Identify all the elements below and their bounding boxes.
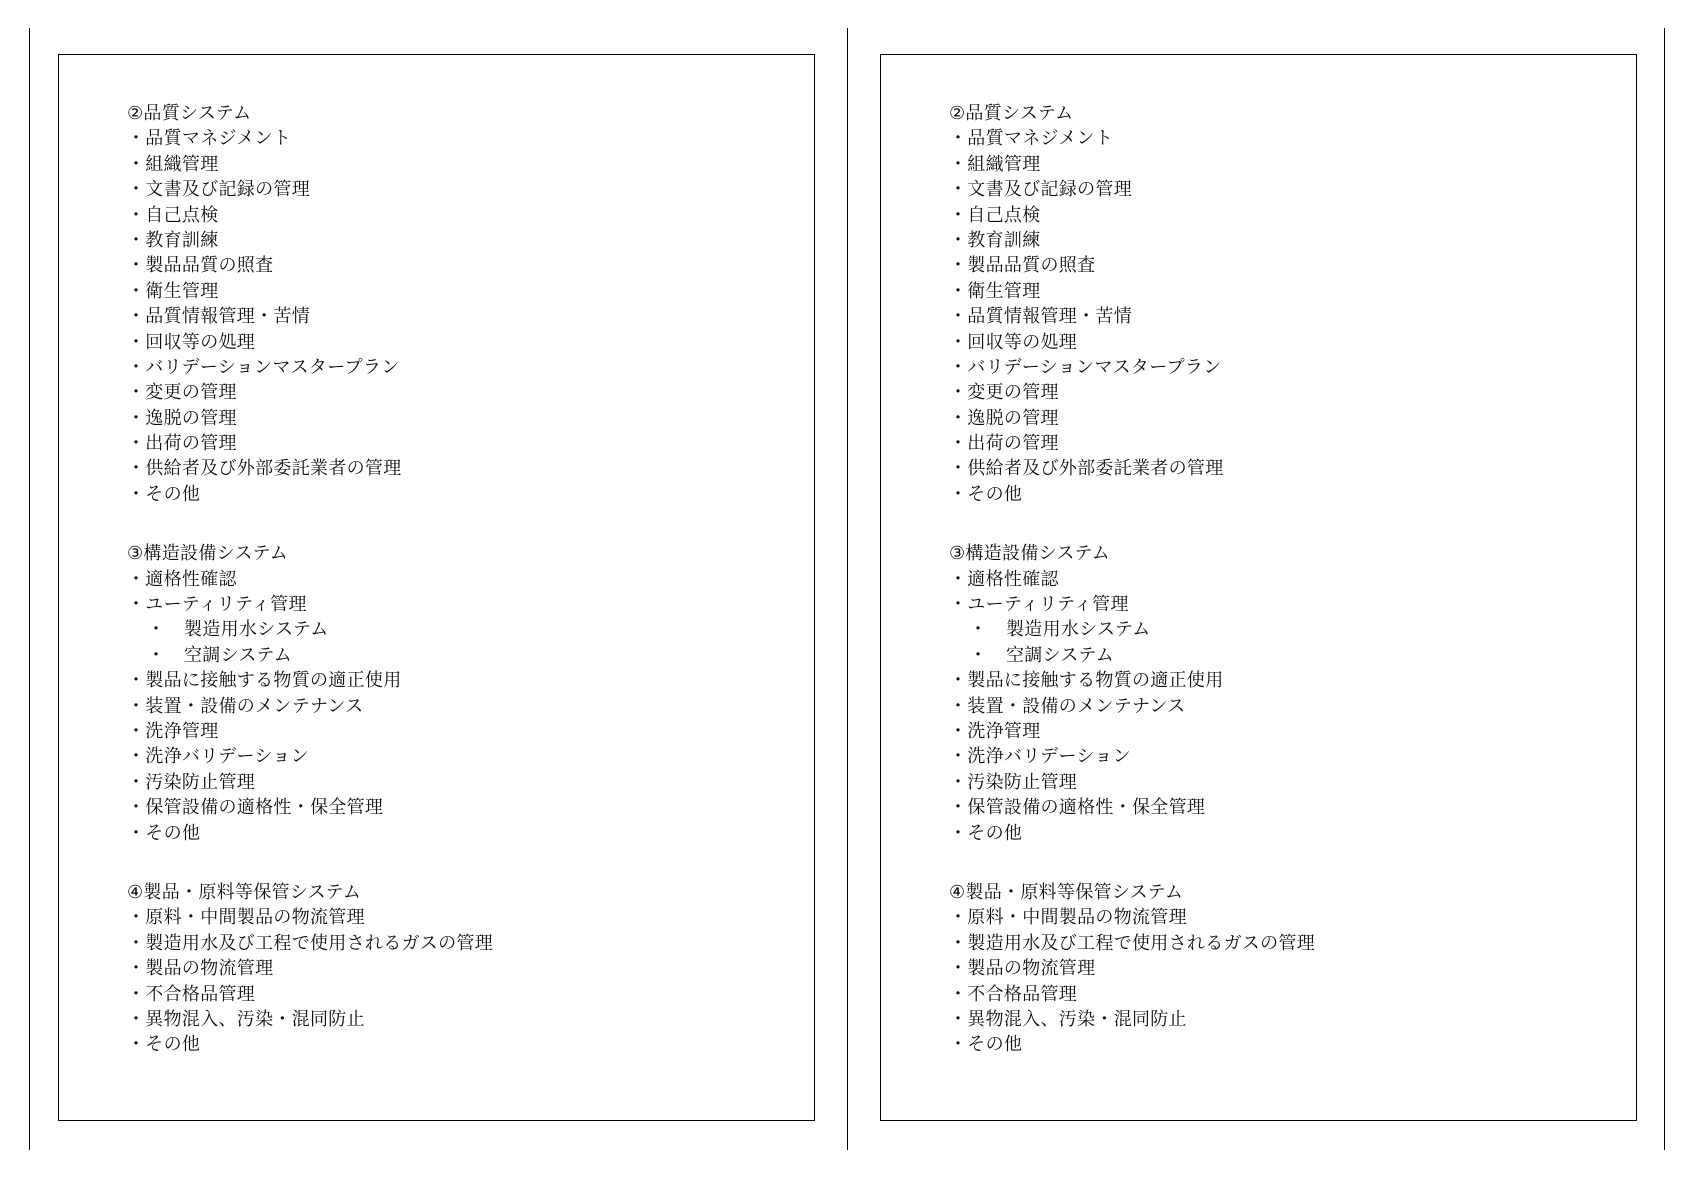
section xyxy=(949,880,1629,1058)
list-item: ・装置・設備のメンテナンス xyxy=(949,695,1186,717)
list-item: ・原料・中間製品の物流管理 xyxy=(127,907,365,929)
list-item: ・文書及び記録の管理 xyxy=(127,179,310,201)
list-item: ・その他 xyxy=(127,822,201,844)
list-item: ・回収等の処理 xyxy=(127,331,256,353)
list-item: ・教育訓練 xyxy=(127,229,219,251)
section-heading: ③構造設備システム xyxy=(949,543,1111,565)
list-item: ・バリデーションマスタープラン xyxy=(127,356,400,378)
section-heading: ②品質システム xyxy=(949,103,1074,124)
document-page-right xyxy=(880,54,1637,1121)
list-item: ・製品品質の照査 xyxy=(949,255,1096,277)
bullet-icon: ・ xyxy=(969,619,988,641)
list-item: ・自己点検 xyxy=(949,204,1041,226)
list-item: ・供給者及び外部委託業者の管理 xyxy=(127,458,402,480)
list-item: ・組織管理 xyxy=(127,153,219,175)
section-heading: ④製品・原料等保管システム xyxy=(127,881,362,903)
list-item: ・品質マネジメント xyxy=(949,128,1114,150)
sub-list-item xyxy=(127,617,807,642)
spread-gutter-line xyxy=(847,28,848,1150)
section-heading: ③構造設備システム xyxy=(127,543,289,565)
list-item: ・出荷の管理 xyxy=(949,433,1059,455)
list-item: ・品質マネジメント xyxy=(127,128,292,150)
list-item: ・その他 xyxy=(949,1034,1023,1056)
list-item: ・品質情報管理・苦情 xyxy=(949,306,1132,328)
list-item: ・その他 xyxy=(127,483,201,505)
list-item: ・製品に接触する物質の適正使用 xyxy=(949,670,1224,692)
list-item: ・製品品質の照査 xyxy=(127,255,274,277)
bullet-icon: ・ xyxy=(969,644,988,666)
list-item: ・汚染防止管理 xyxy=(949,771,1078,793)
list-item: ・装置・設備のメンテナンス xyxy=(127,695,364,717)
list-item: ・洗浄バリデーション xyxy=(949,746,1131,768)
document-page-left xyxy=(58,54,815,1121)
list-item: ・異物混入、汚染・混同防止 xyxy=(127,1008,365,1030)
list-item: ・洗浄管理 xyxy=(127,720,219,742)
section xyxy=(949,541,1629,846)
list-item: ・逸脱の管理 xyxy=(949,407,1059,429)
list-item: ・洗浄バリデーション xyxy=(127,746,309,768)
list-item: ・不合格品管理 xyxy=(949,983,1078,1005)
list-item: ・製品の物流管理 xyxy=(127,958,274,980)
list-item: ・ユーティリティ管理 xyxy=(127,594,307,616)
list-item: ・教育訓練 xyxy=(949,229,1041,251)
list-item: ・適格性確認 xyxy=(949,568,1059,590)
section xyxy=(949,101,1629,507)
spread-edge-line-left xyxy=(29,28,30,1150)
list-item: ・異物混入、汚染・混同防止 xyxy=(949,1008,1187,1030)
list-item: ・製造用水及び工程で使用されるガスの管理 xyxy=(127,932,493,954)
list-item: ・文書及び記録の管理 xyxy=(949,179,1132,201)
list-item: ・製品の物流管理 xyxy=(949,958,1096,980)
list-item: ・その他 xyxy=(949,483,1023,505)
list-item: ・不合格品管理 xyxy=(127,983,256,1005)
list-item: ・保管設備の適格性・保全管理 xyxy=(127,797,384,819)
section-heading: ②品質システム xyxy=(127,103,252,124)
bullet-icon: ・ xyxy=(147,644,166,666)
spread-edge-line-right xyxy=(1664,28,1665,1150)
list-item: ・その他 xyxy=(127,1034,201,1056)
list-item: ・バリデーションマスタープラン xyxy=(949,356,1222,378)
list-item: ・変更の管理 xyxy=(127,382,237,404)
list-item: ・原料・中間製品の物流管理 xyxy=(949,907,1187,929)
page-content xyxy=(949,101,1629,1092)
list-item: ・汚染防止管理 xyxy=(127,771,256,793)
page-content xyxy=(127,101,807,1092)
list-item: ・回収等の処理 xyxy=(949,331,1078,353)
list-item: ・その他 xyxy=(949,822,1023,844)
sub-list-item-text: 製造用水システム xyxy=(1006,619,1151,641)
list-item: ・製品に接触する物質の適正使用 xyxy=(127,670,402,692)
sub-list-item-text: 空調システム xyxy=(184,644,292,666)
list-item: ・製造用水及び工程で使用されるガスの管理 xyxy=(949,932,1315,954)
section xyxy=(127,541,807,846)
list-item: ・逸脱の管理 xyxy=(127,407,237,429)
section xyxy=(127,880,807,1058)
list-item: ・自己点検 xyxy=(127,204,219,226)
list-item: ・品質情報管理・苦情 xyxy=(127,306,310,328)
list-item: ・適格性確認 xyxy=(127,568,237,590)
section-heading: ④製品・原料等保管システム xyxy=(949,881,1184,903)
sub-list-item-text: 製造用水システム xyxy=(184,619,329,641)
sub-list-item xyxy=(949,643,1629,668)
list-item: ・ユーティリティ管理 xyxy=(949,594,1129,616)
list-item: ・洗浄管理 xyxy=(949,720,1041,742)
list-item: ・衛生管理 xyxy=(949,280,1041,302)
bullet-icon: ・ xyxy=(147,619,166,641)
sub-list-item xyxy=(949,617,1629,642)
list-item: ・組織管理 xyxy=(949,153,1041,175)
list-item: ・出荷の管理 xyxy=(127,433,237,455)
sub-list-item xyxy=(127,643,807,668)
sub-list-item-text: 空調システム xyxy=(1006,644,1114,666)
list-item: ・変更の管理 xyxy=(949,382,1059,404)
list-item: ・保管設備の適格性・保全管理 xyxy=(949,797,1206,819)
list-item: ・衛生管理 xyxy=(127,280,219,302)
section xyxy=(127,101,807,507)
list-item: ・供給者及び外部委託業者の管理 xyxy=(949,458,1224,480)
